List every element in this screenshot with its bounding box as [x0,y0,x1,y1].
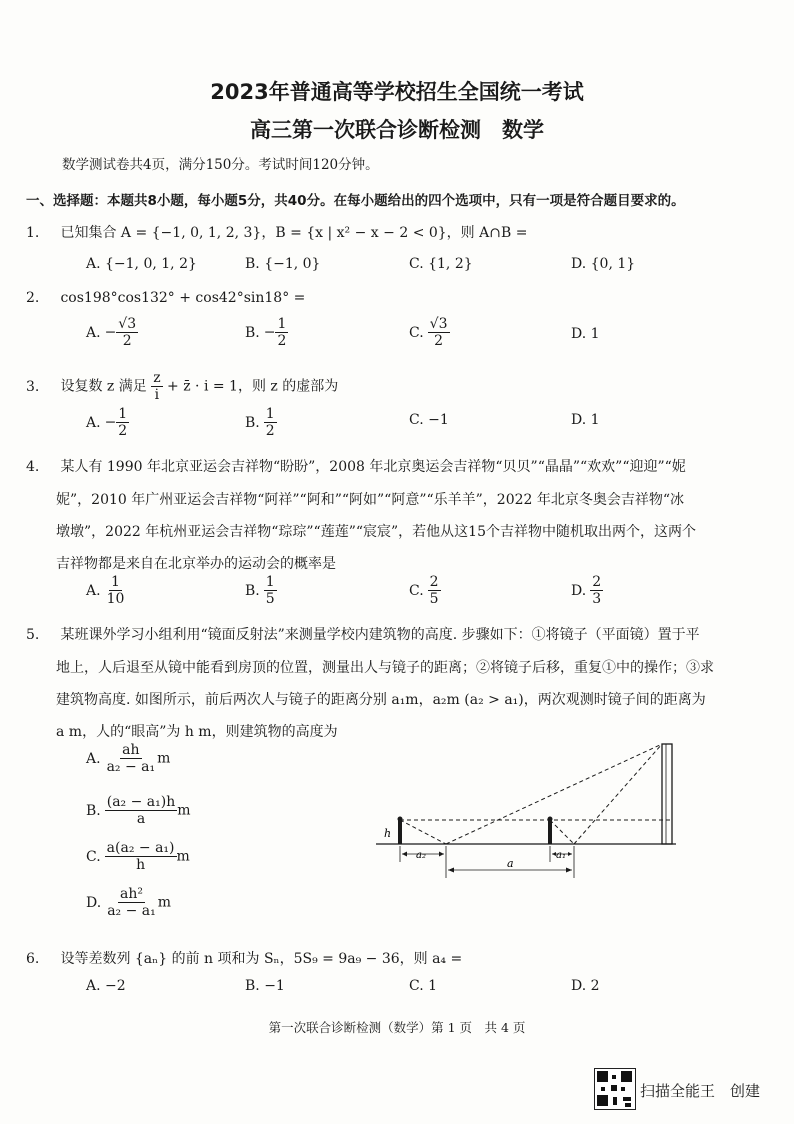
ray-mirror2-to-roof [574,744,662,844]
fraction: $\frac{√3}{2}$ [429,316,448,350]
fraction: $\frac{2}{3}$ [592,574,602,608]
q3-option-c: C. −1 [409,412,449,428]
fraction: $\frac{\text{ah²}}{\text{a₂ − a₁}}$ [107,886,156,920]
q2-option-b: B. − $\frac{1}{2}$ [245,316,287,350]
fraction: $\frac{1}{2}$ [277,316,287,350]
question-4-line4: 吉祥物都是来自在北京举办的运动会的概率是 [56,556,336,572]
question-text: 已知集合 A = {−1, 0, 1, 2, 3}，B = {x | x² − x − 2 < 0}，则 A∩B = [60,225,528,241]
q1-option-d: D. {0, 1} [571,256,636,272]
arrow-a1-right [568,852,572,856]
fraction: $\frac{1}{10}$ [106,574,125,608]
fraction: $\frac{√3}{2}$ [118,316,137,350]
q2-option-a: A. − $\frac{√3}{2}$ [86,316,137,350]
label-a: a [507,857,514,870]
q1-option-a: A. {−1, 0, 1, 2} [86,256,197,272]
person-second-head [548,817,553,822]
question-number: 5. [26,627,40,643]
arrow-a-left [448,868,454,873]
q6-option-c: C. 1 [409,978,438,994]
question-3: 3. 设复数 z 满足 $\frac{z}{i}$ + z̄ · i = 1，则 z 的虚部为 [26,370,339,404]
fraction: $\frac{1}{2}$ [118,406,128,440]
q1-option-b: B. {−1, 0} [245,256,321,272]
q5-option-c: C. $\frac{\text{a(a₂ − a₁)}}{h}$ m [86,840,190,874]
question-number: 3. [26,378,40,395]
fraction: $\frac{1}{2}$ [265,406,275,440]
q4-option-c: C. $\frac{2}{5}$ [409,574,439,608]
q1-option-c: C. {1, 2} [409,256,473,272]
ray-mirror1-to-roof [446,744,662,844]
arrow-a2-right [439,852,444,857]
person-first [398,820,402,844]
q5-option-b: B. $\frac{\text{(a₂ − a₁)h}}{a}$ m [86,794,191,828]
question-4-line3: 墩墩”，2022 年杭州亚运会吉祥物“琮琮”“莲莲”“宸宸”，若他从这15个吉祥物中随机取出两个，这两个 [56,524,696,540]
ray-eye2-to-mirror2 [550,820,574,844]
q6-option-b: B. −1 [245,978,285,994]
q4-option-d: D. $\frac{2}{3}$ [571,574,602,608]
question-5-line4: a m，人的“眼高”为 h m，则建筑物的高度为 [56,724,338,740]
question-1 [26,222,527,242]
question-text: cos198°cos132° + cos42°sin18° = [60,290,306,306]
fraction: $\frac{ah}{\text{a₂ − a₁}}$ [106,742,156,776]
label-a1: a₁ [556,850,566,861]
q5-option-d: D. $\frac{\text{ah²}}{\text{a₂ − a₁}}$ m [86,886,172,920]
q2-option-d: D. 1 [571,326,600,342]
q4-option-b: B. $\frac{1}{5}$ [245,574,275,608]
question-5-line3: 建筑物高度. 如图所示，前后两次人与镜子的距离分别 a₁m，a₂m (a₂ > a₁)，两次观测时镜子间的距离为 [56,692,706,708]
section-heading: 一、选择题：本题共8小题，每小题5分，共40分。在每小题给出的四个选项中，只有一项是符合题目要求的。 [26,193,685,209]
page-footer: 第一次联合诊断检测（数学）第 1 页 共 4 页 [268,1020,526,1035]
arrow-a-right [566,868,572,873]
q3-option-d: D. 1 [571,412,600,428]
label-h: h [384,827,392,840]
building [662,744,672,844]
fraction: $\frac{\text{a(a₂ − a₁)}}{h}$ [106,840,175,874]
arrow-a2-left [402,852,407,857]
question-5-line2: 地上，人后退至从镜中能看到房顶的位置，测量出人与镜子的距离；②将镜子后移，重复①中的操作；③求 [56,660,714,676]
fraction: $\frac{1}{5}$ [265,574,275,608]
exam-intro: 数学测试卷共4页，满分150分。考试时间120分钟。 [62,157,379,173]
fraction: $\frac{z}{i}$ [153,370,161,404]
label-a2: a₂ [416,850,426,861]
q4-option-a: A. $\frac{1}{10}$ [86,574,125,608]
q6-option-d: D. 2 [571,978,600,994]
q6-option-a: A. −2 [86,978,126,994]
question-number: 2. [26,290,40,306]
question-number: 1. [26,225,40,241]
exam-title: 2023年普通高等学校招生全国统一考试 [210,80,584,104]
question-4: 4. 某人有 1990 年北京亚运会吉祥物“盼盼”，2008 年北京奥运会吉祥物“贝贝”“晶晶”“欢欢”“迎迎”“妮 [26,459,686,475]
person-second [548,820,552,844]
question-4-line2: 妮”，2010 年广州亚运会吉祥物“阿祥”“阿和”“阿如”“阿意”“乐羊羊”，2022 年北京冬奥会吉祥物“冰 [56,492,685,508]
q2-option-c: C. $\frac{√3}{2}$ [409,316,448,350]
question-6: 6. 设等差数列 {aₙ} 的前 n 项和为 Sₙ，5S₉ = 9a₉ − 36，则 a₄ = [26,951,463,967]
mirror-reflection-diagram [376,738,686,878]
ray-eye1-to-mirror1 [400,820,446,844]
fraction: $\frac{2}{5}$ [429,574,439,608]
q5-option-a: A. $\frac{ah}{\text{a₂ − a₁}}$ m [86,742,171,776]
q3-option-b: B. $\frac{1}{2}$ [245,406,275,440]
fraction: $\frac{\text{(a₂ − a₁)h}}{a}$ [106,794,176,828]
question-5: 5. 某班课外学习小组利用“镜面反射法”来测量学校内建筑物的高度. 步骤如下：①将镜子（平面镜）置于平 [26,627,700,643]
scanner-watermark: 扫描全能王 创建 [640,1082,761,1100]
question-number: 6. [26,951,40,967]
question-2 [26,290,305,306]
question-number: 4. [26,459,40,475]
exam-subtitle: 高三第一次联合诊断检测 数学 [250,118,544,142]
qr-code-icon [594,1068,636,1110]
q3-option-a: A. − $\frac{1}{2}$ [86,406,128,440]
